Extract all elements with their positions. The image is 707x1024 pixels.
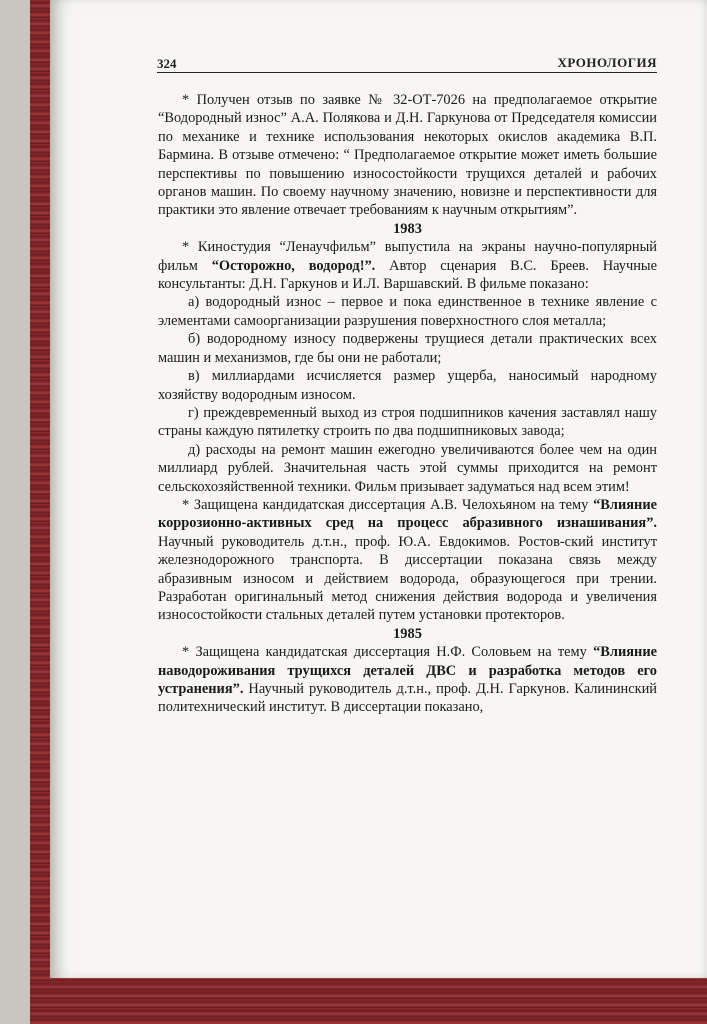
paragraph-review: * Получен отзыв по заявке № 32-ОТ-7026 на предполагаемое открытие “Водородный износ” А.А. Полякова и Д.Н. Гаркунова от Председателя комиссии по механике и технике использования некоторых окислов академика В.П. Бармина. В отзыве отмечено: “ Предполагаемое открытие может иметь большие перспективы по повышению износостойкости трущихся деталей и рабочих органов машин. По своему научному значению, новизне и перспективности для практики это явление отвечает требованиям к научным открытиям”.: [158, 92, 657, 219]
list-item-e: д) расходы на ремонт машин ежегодно увеличиваются более чем на один миллиард рублей. Значительная часть этой суммы приходится на ремонт сельскохозяйственной техники. Фильм призывает задуматься над всем этим!: [158, 441, 657, 495]
paragraph-dissertation-chelokhyan: [158, 496, 657, 625]
dissertation-2-start: * Защищена кандидатская диссертация Н.Ф. Соловьем на тему: [182, 644, 594, 661]
film-text-end: Автор сценария В.С. Бреев. Научные консультанты: Д.Н. Гаркунов и И.Л. Варшавский. В фильме показано:: [158, 257, 657, 293]
list-item-c: в) миллиардами исчисляется размер ущерба, наносимый народному хозяйству водородным износом.: [158, 368, 657, 403]
year-heading-1985: 1985: [393, 625, 422, 642]
dissertation-1-title: “Влияние коррозионно-активных сред на процесс абразивного изнашивания”.: [158, 496, 657, 532]
dissertation-2-title: “Влияние наводороживания трущихся деталей ДВС и разработка методов его устранения”.: [158, 644, 657, 697]
list-item-d: г) преждевременный выход из строя подшипников качения заставлял нашу страны каждую пятилетку строить по два подшипниковых завода;: [158, 404, 657, 440]
running-title: ХРОНОЛОГИЯ: [557, 55, 657, 70]
page-body: [158, 91, 657, 717]
page-number: 324: [157, 56, 177, 71]
film-title: “Осторожно, водород!”.: [211, 257, 376, 274]
paragraph-dissertation-solovey: [158, 643, 657, 717]
list-item-a: а) водородный износ – первое и пока единственное в технике явление с элементами самоорганизации разрушения поверхностного слоя металла;: [158, 294, 657, 329]
list-item-b: б) водородному износу подвержены трущиеся детали практических всех машин и механизмов, где бы они не работали;: [158, 331, 657, 366]
year-heading-1983: 1983: [393, 220, 422, 237]
film-text-start: * Киностудия “Ленаучфильм” выпустила на экраны научно-популярный фильм: [158, 239, 657, 274]
dissertation-1-end: Научный руководитель д.т.н., проф. Ю.А. Евдокимов. Ростов-ский институт железнодорожного транспорта. В диссертации показана связь между абразивным износом и действием водорода, образующегося при трении. Разработан оригинальный метод снижения действия водорода и увеличения износостойкости стальных деталей путем установки протекторов.: [158, 533, 657, 624]
dissertation-1-start: * Защищена кандидатская диссертация А.В. Челохьяном на тему: [182, 496, 594, 513]
page-header: [157, 54, 657, 73]
paragraph-film: [158, 238, 657, 293]
dissertation-2-end: Научный руководитель д.т.н., проф. Д.Н. Гаркунов. Калининский политехнический институт. В диссертации показано,: [158, 681, 657, 716]
